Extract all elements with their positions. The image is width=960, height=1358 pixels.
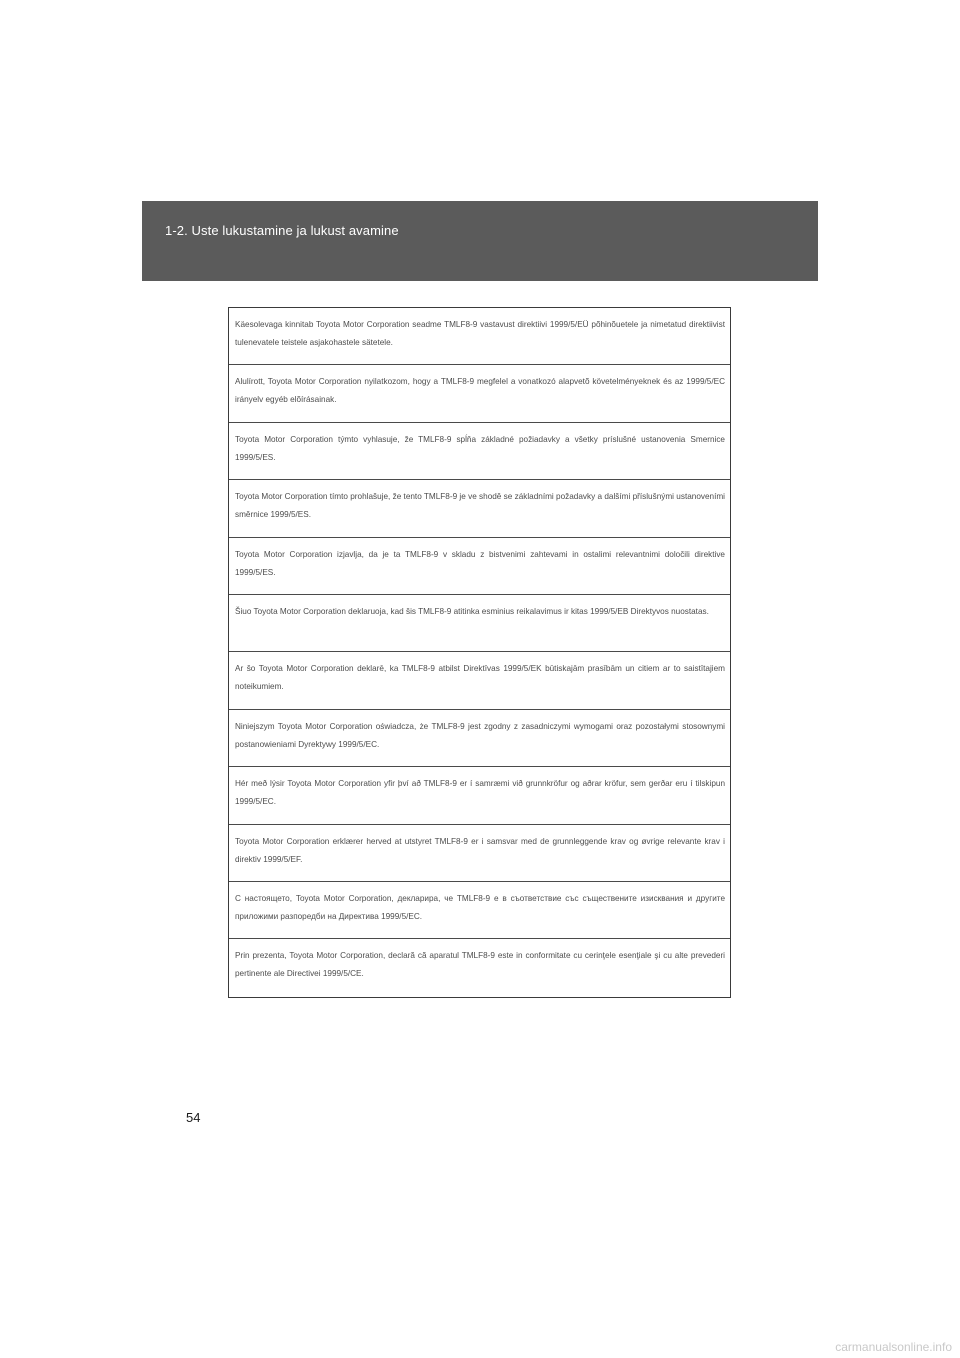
declaration-row-czech — [229, 480, 730, 537]
declaration-row-polish — [229, 710, 730, 767]
declaration-row-icelandic — [229, 767, 730, 824]
section-title: 1-2. Uste lukustamine ja lukust avamine — [165, 223, 399, 238]
declaration-text: Toyota Motor Corporation tímto prohlašuje, že tento TMLF8-9 je ve shodě se základními požadavky a dalšími příslušnými ustanoveními směrnice 1999/5/ES. — [235, 492, 725, 520]
declaration-row-slovak — [229, 423, 730, 480]
site-watermark: carmanualsonline.info — [835, 1340, 952, 1354]
declaration-table — [228, 307, 731, 998]
declaration-text: Ar šo Toyota Motor Corporation deklarē, ka TMLF8-9 atbilst Direktīvas 1999/5/EK būtiskajām prasībām un citiem ar to saistītajiem noteikumiem. — [235, 664, 725, 692]
declaration-text: Toyota Motor Corporation izjavlja, da je ta TMLF8-9 v skladu z bistvenimi zahtevami in ostalimi relevantnimi določili direktive 1999/5/ES. — [235, 549, 725, 577]
declaration-row-bulgarian — [229, 882, 730, 939]
declaration-row-hungarian — [229, 365, 730, 422]
declaration-text: Hér með lýsir Toyota Motor Corporation yfir því að TMLF8-9 er í samræmi við grunnkröfur og aðrar kröfur, sem gerðar eru í tilskipun 1999/5/EC. — [235, 779, 725, 807]
declaration-text: Käesolevaga kinnitab Toyota Motor Corporation seadme TMLF8-9 vastavust direktiivi 1999/5/EÜ põhinõuetele ja nimetatud direktiivist tulenevatele teistele asjakohastele sätetele. — [235, 320, 725, 347]
declaration-row-lithuanian — [229, 595, 730, 652]
section-header — [142, 201, 818, 281]
declaration-text: Niniejszym Toyota Motor Corporation oświadcza, że TMLF8-9 jest zgodny z zasadniczymi wymogami oraz pozostałymi stosownymi postanowieniami Dyrektywy 1999/5/EC. — [235, 721, 725, 749]
declaration-row-romanian — [229, 939, 730, 996]
declaration-text: Šiuo Toyota Motor Corporation deklaruoja, kad šis TMLF8-9 atitinka esminius reikalavimus ir kitas 1999/5/EB Direktyvos nuostatas. — [235, 606, 709, 616]
declaration-row-estonian — [229, 308, 730, 365]
declaration-text: Toyota Motor Corporation týmto vyhlasuje, že TMLF8-9 spĺňa základné požiadavky a všetky príslušné ustanovenia Smernice 1999/5/ES. — [235, 434, 725, 462]
declaration-text: Toyota Motor Corporation erklærer herved at utstyret TMLF8-9 er i samsvar med de grunnleggende krav og øvrige relevante krav i direktiv 1999/5/EF. — [235, 836, 725, 864]
declaration-text: Alulírott, Toyota Motor Corporation nyilatkozom, hogy a TMLF8-9 megfelel a vonatkozó alapvetõ követelményeknek és az 1999/5/EC irányelv egyéb elõírásainak. — [235, 377, 725, 405]
page-number: 54 — [186, 1110, 201, 1125]
declaration-row-slovenian — [229, 538, 730, 595]
declaration-row-latvian — [229, 652, 730, 709]
declaration-text: Prin prezenta, Toyota Motor Corporation, declară că aparatul TMLF8-9 este in conformitate cu cerinţele esenţiale şi cu alte prevederi pertinente ale Directivei 1999/5/CE. — [235, 951, 725, 979]
declaration-text: С настоящето, Toyota Motor Corporation, декларира, че TMLF8-9 е в съответствие със съществените изисквания и другите приложими разпоредби на Директива 1999/5/EC. — [235, 893, 725, 921]
declaration-row-norwegian — [229, 825, 730, 882]
